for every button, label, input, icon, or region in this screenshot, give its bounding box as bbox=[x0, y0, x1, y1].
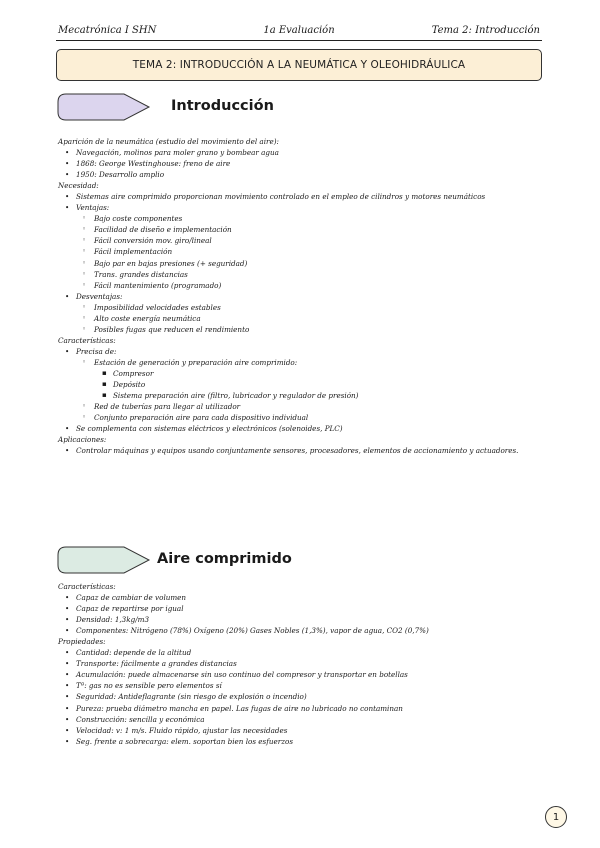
list-item: • Se complementa con sistemas eléctricos y electrónicos (solenoides, PLC) bbox=[58, 423, 558, 434]
list-item: ▪ Depósito bbox=[58, 379, 558, 390]
list-item: • Desventajas: bbox=[58, 291, 558, 302]
list-item: • Controlar máquinas y equipos usando conjuntamente sensores, procesadores, elementos de accionamiento y actuadores. bbox=[58, 445, 558, 456]
list-item: • Ventajas: bbox=[58, 202, 558, 213]
list-item: ◦ Trans. grandes distancias bbox=[58, 269, 558, 280]
list-item: • Acumulación: puede almacenarse sin uso continuo del compresor y transportar en botellas bbox=[58, 669, 558, 680]
list-item: ◦ Fácil mantenimiento (programado) bbox=[58, 280, 558, 291]
header-subject: Mecatrónica I SHN bbox=[58, 25, 157, 36]
list-item: • 1868: George Westinghouse: freno de aire bbox=[58, 158, 558, 169]
list-item: ◦ Bajo coste componentes bbox=[58, 213, 558, 224]
list-item: • Pureza: prueba diámetro mancha en papel. Las fugas de aire no lubricado no contaminan bbox=[58, 703, 558, 714]
list-item: ◦ Posibles fugas que reducen el rendimiento bbox=[58, 324, 558, 335]
list-item: • Navegación, molinos para moler grano y bombear agua bbox=[58, 147, 558, 158]
introduccion-content bbox=[58, 136, 558, 456]
list-item: ◦ Fácil implementación bbox=[58, 246, 558, 257]
section-heading-aire-comprimido bbox=[56, 545, 356, 575]
section-heading-introduccion bbox=[56, 92, 356, 122]
subheading: Aparición de la neumática (estudio del movimiento del aire): bbox=[58, 137, 279, 146]
list-item: ◦ Estación de generación y preparación aire comprimido: bbox=[58, 357, 558, 368]
list-item: ◦ Red de tuberías para llegar al utilizador bbox=[58, 401, 558, 412]
list-item: • Capaz de cambiar de volumen bbox=[58, 592, 558, 603]
section-title: Introducción bbox=[171, 98, 274, 114]
header-topic: Tema 2: Introducción bbox=[431, 25, 540, 36]
list-item: • Seg. frente a sobrecarga: elem. soportan bien los esfuerzos bbox=[58, 736, 558, 747]
list-item: • Componentes: Nitrógeno (78%) Oxígeno (20%) Gases Nobles (1,3%), vapor de agua, CO2 (0,7%) bbox=[58, 625, 558, 636]
section-title: Aire comprimido bbox=[157, 551, 292, 567]
aire-comprimido-content bbox=[58, 581, 558, 747]
page-header bbox=[56, 23, 542, 41]
list-item: • Sistemas aire comprimido proporcionan movimiento controlado en el empleo de cilindros y motores neumáticos bbox=[58, 191, 558, 202]
list-item: ◦ Fácil conversión mov. giro/lineal bbox=[58, 235, 558, 246]
list-item: ▪ Sistema preparación aire (filtro, lubricador y regulador de presión) bbox=[58, 390, 558, 401]
list-item: ▪ Compresor bbox=[58, 368, 558, 379]
list-item: • Densidad: 1,3kg/m3 bbox=[58, 614, 558, 625]
list-item: • Construcción: sencilla y económica bbox=[58, 714, 558, 725]
document-title-box bbox=[56, 49, 542, 81]
list-item: • Precisa de: bbox=[58, 346, 558, 357]
subheading: Aplicaciones: bbox=[58, 435, 107, 445]
subheading: Características: bbox=[58, 582, 116, 591]
subheading: Propiedades: bbox=[58, 637, 106, 647]
list-item: ◦ Alto coste energía neumática bbox=[58, 313, 558, 324]
list-item: ◦ Bajo par en bajas presiones (+ seguridad) bbox=[58, 258, 558, 269]
list-item: • Cantidad: depende de la altitud bbox=[58, 647, 558, 658]
list-item: ◦ Conjunto preparación aire para cada dispositivo individual bbox=[58, 412, 558, 423]
list-item: • Velocidad: v: 1 m/s. Fluido rápido, ajustar las necesidades bbox=[58, 725, 558, 736]
header-evaluation: 1a Evaluación bbox=[263, 25, 335, 36]
list-item: ◦ Imposibilidad velocidades estables bbox=[58, 302, 558, 313]
page-number-badge bbox=[545, 806, 567, 828]
list-item: • 1950: Desarrollo amplio bbox=[58, 169, 558, 180]
list-item: • Capaz de repartirse por igual bbox=[58, 603, 558, 614]
list-item: ◦ Facilidad de diseño e implementación bbox=[58, 224, 558, 235]
section-tab-icon bbox=[56, 92, 156, 122]
subheading: Características: bbox=[58, 335, 116, 345]
list-item: • Transporte: fácilmente a grandes distancias bbox=[58, 658, 558, 669]
list-item: • Tª: gas no es sensible pero elementos sí bbox=[58, 680, 558, 691]
section-tab-icon bbox=[56, 545, 156, 575]
page-number: 1 bbox=[552, 811, 560, 823]
document-title: TEMA 2: INTRODUCCIÓN A LA NEUMÁTICA Y OLEOHIDRÁULICA bbox=[132, 59, 466, 71]
subheading: Necesidad: bbox=[58, 181, 99, 191]
list-item: • Seguridad: Antideflagrante (sin riesgo de explosión o incendio) bbox=[58, 691, 558, 702]
